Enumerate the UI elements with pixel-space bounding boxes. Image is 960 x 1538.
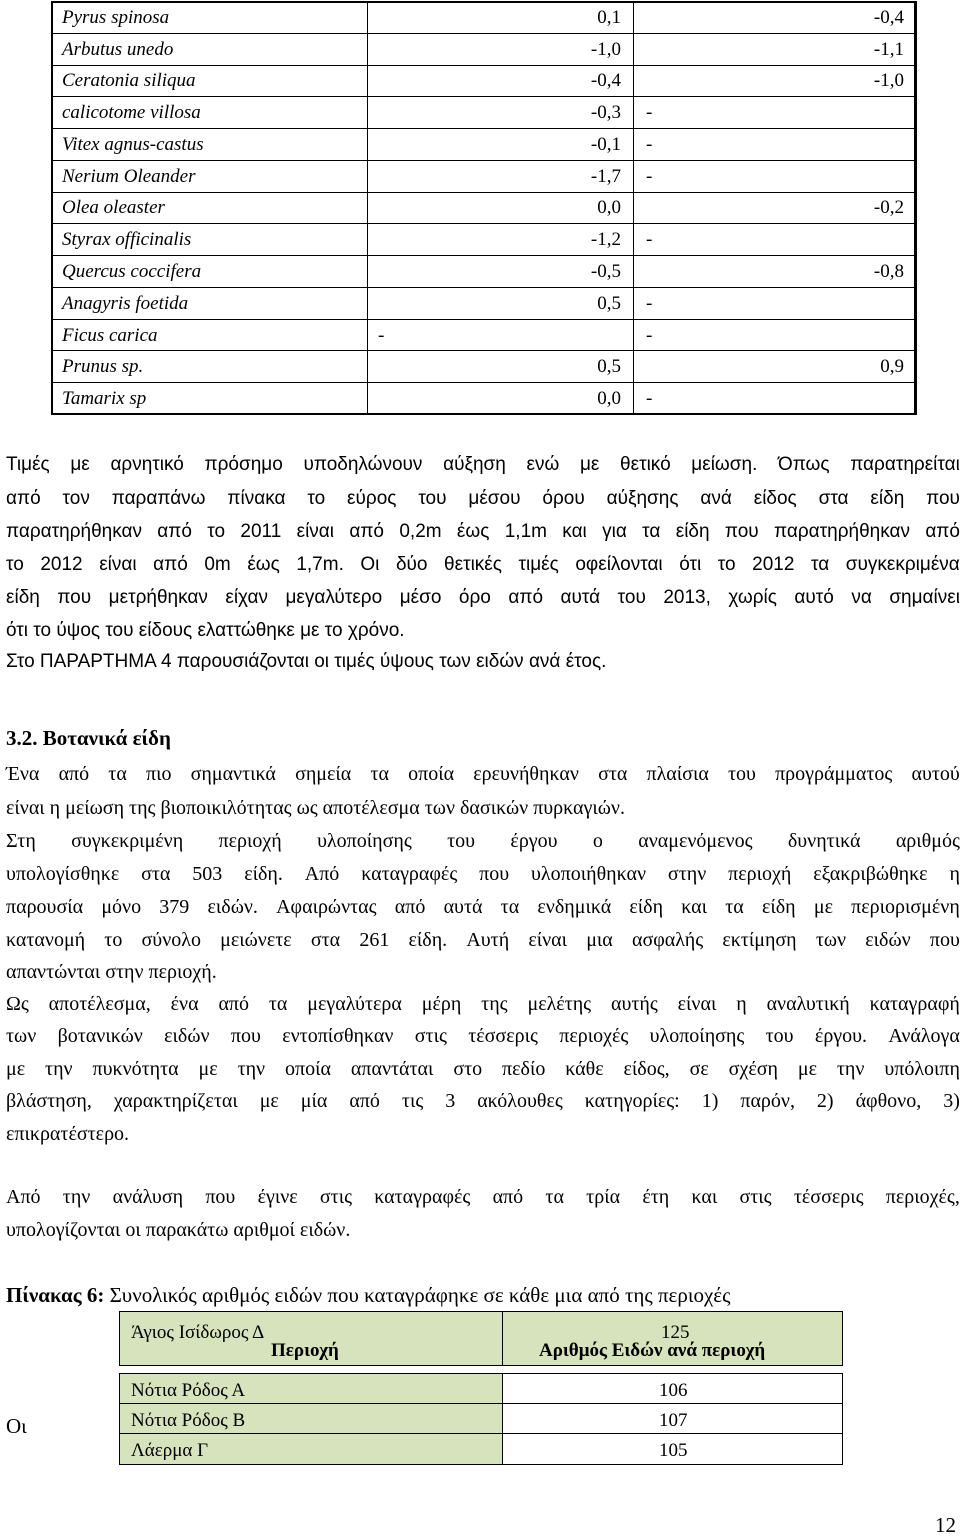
count-cell — [503, 1374, 842, 1403]
table6-caption-text: Συνολικός αριθμός ειδών που καταγράφηκε σε κάθε μια από της περιοχές — [104, 1283, 731, 1307]
table-row — [52, 287, 917, 319]
species-name: Arbutus unedo — [52, 33, 368, 65]
p3-line: υπολογίζονται οι παρακάτω αριθμοί ειδών. — [6, 1219, 351, 1241]
value-2011: 0,1 — [368, 2, 634, 34]
p1-line: από τον παραπάνω πίνακα το εύρος του μέσου όρου αύξησης ανά είδος στα είδη που — [6, 488, 960, 509]
page-number: 12 — [935, 1513, 956, 1537]
value-2011: -0,4 — [368, 65, 634, 97]
p1-line: Στο ΠΑΡΑΡΤΗΜΑ 4 παρουσιάζονται οι τιμές ύψους των ειδών ανά έτος. — [6, 651, 607, 672]
table6-caption — [6, 1283, 730, 1308]
species-count-table — [119, 1311, 845, 1465]
table-row — [52, 383, 917, 415]
species-name: Styrax officinalis — [52, 224, 368, 256]
species-name: Quercus coccifera — [52, 256, 368, 288]
species-table-body — [52, 2, 917, 415]
area-name: Νότια Ρόδος Β — [131, 1410, 246, 1431]
area-name: Λάερμα Γ — [131, 1440, 209, 1461]
species-name: Olea oleaster — [52, 192, 368, 224]
value-2012: 0,9 — [634, 351, 917, 383]
section-heading: 3.2. Βοτανικά είδη — [6, 726, 171, 750]
value-2012: -0,4 — [634, 2, 917, 34]
table-row — [52, 2, 917, 34]
table-row — [52, 192, 917, 224]
table-row — [52, 129, 917, 161]
species-name: Ficus carica — [52, 319, 368, 351]
value-2011: -0,1 — [368, 129, 634, 161]
value-2011: -0,3 — [368, 97, 634, 129]
value-2012: -0,2 — [634, 192, 917, 224]
value-2012: - — [634, 160, 917, 192]
p2-line: κατανομή το σύνολο μειώνετε στα 261 είδη. Αυτή είναι μια ασφαλής εκτίμηση των ειδών που — [6, 929, 960, 951]
value-2011: 0,0 — [368, 192, 634, 224]
p2-line: επικρατέστερο. — [6, 1123, 130, 1145]
p1-line: παρατηρήθηκαν από το 2011 είναι από 0,2m έως 1,1m και για τα είδη που παρατηρήθηκαν από — [6, 521, 960, 542]
value-2011: -0,5 — [368, 256, 634, 288]
area-cell — [120, 1404, 503, 1433]
value-2011: 0,0 — [368, 383, 634, 415]
p3-line: Από την ανάλυση που έγινε στις καταγραφές από τα τρία έτη και στις τέσσερις περιοχές, — [6, 1186, 960, 1208]
value-2011: -1,7 — [368, 160, 634, 192]
species-height-table — [51, 1, 917, 415]
p2-line: βλάστηση, χαρακτηρίζεται με μία από τις 3 ακόλουθες κατηγορίες: 1) παρόν, 2) άφθονο, 3) — [6, 1090, 960, 1112]
table-row — [52, 224, 917, 256]
species-count: 106 — [659, 1380, 688, 1401]
p1-line: Τιμές με αρνητικό πρόσημο υποδηλώνουν αύξηση ενώ με θετικό μείωση. Όπως παρατηρείται — [6, 454, 960, 475]
species-name: Tamarix sp — [52, 383, 368, 415]
stray-text: Οι — [6, 1414, 27, 1438]
value-2011: -1,0 — [368, 33, 634, 65]
value-2011: 0,5 — [368, 287, 634, 319]
species-count: 107 — [659, 1410, 688, 1431]
table-row — [52, 65, 917, 97]
table-row — [119, 1373, 843, 1404]
p1-line: το 2012 είναι από 0m έως 1,7m. Οι δύο θετικές τιμές οφείλονται ότι το 2012 τα συγκεκριμένα — [6, 554, 960, 575]
table6-caption-label: Πίνακας 6: — [6, 1283, 105, 1307]
table-row — [119, 1433, 843, 1465]
table-row — [52, 97, 917, 129]
value-2012: - — [634, 129, 917, 161]
species-name: Nerium Oleander — [52, 160, 368, 192]
value-2012: - — [634, 287, 917, 319]
table-row — [52, 319, 917, 351]
table-row — [52, 33, 917, 65]
p2-line: Στη συγκεκριμένη περιοχή υλοποίησης του έργου ο αναμενόμενος δυνητικά αριθμός — [6, 830, 960, 852]
p2-line: είναι η μείωση της βιοποικιλότητας ως αποτέλεσμα των δασικών πυρκαγιών. — [6, 797, 625, 819]
area-name: Νότια Ρόδος Α — [131, 1380, 246, 1401]
header-area: Περιοχή — [271, 1340, 339, 1361]
species-name: calicotome villosa — [52, 97, 368, 129]
p2-line: απαντώνται στην περιοχή. — [6, 961, 217, 983]
value-2011: -1,2 — [368, 224, 634, 256]
overlap-area: Άγιος Ισίδωρος Δ — [131, 1322, 265, 1343]
value-2011: - — [368, 319, 634, 351]
count-cell — [503, 1404, 842, 1433]
area-cell — [120, 1434, 503, 1464]
species-name: Anagyris foetida — [52, 287, 368, 319]
table-row — [52, 160, 917, 192]
p1-line: είδη που μετρήθηκαν είχαν μεγαλύτερο μέσο όρο από αυτά του 2013, χωρίς αυτό να σημαίνει — [6, 587, 960, 608]
value-2012: - — [634, 383, 917, 415]
species-name: Vitex agnus-castus — [52, 129, 368, 161]
value-2012: -1,1 — [634, 33, 917, 65]
value-2012: -1,0 — [634, 65, 917, 97]
p2-line: Ως αποτέλεσμα, ένα από τα μεγαλύτερα μέρη της μελέτης αυτής είναι η αναλυτική καταγραφή — [6, 993, 960, 1015]
overlap-count: 125 — [661, 1322, 690, 1343]
table6-header-row — [119, 1311, 843, 1366]
species-name: Prunus sp. — [52, 351, 368, 383]
species-count: 105 — [659, 1440, 688, 1461]
species-name: Ceratonia siliqua — [52, 65, 368, 97]
table-row — [52, 256, 917, 288]
value-2011: 0,5 — [368, 351, 634, 383]
area-cell — [120, 1374, 503, 1403]
value-2012: -0,8 — [634, 256, 917, 288]
count-cell — [503, 1434, 842, 1464]
table-row — [52, 351, 917, 383]
p2-line: υπολογίσθηκε στα 503 είδη. Από καταγραφές που υλοποιήθηκαν στην περιοχή εξακριβώθηκε η — [6, 863, 960, 885]
p2-line: Ένα από τα πιο σημαντικά σημεία τα οποία ερευνήθηκαν στα πλαίσια του προγράμματος αυτού — [6, 763, 960, 785]
p2-line: παρουσία μόνο 379 ειδών. Αφαιρώντας από αυτά τα ενδημικά είδη και τα είδη με περιορισμένη — [6, 896, 960, 918]
p2-line: των βοτανικών ειδών που εντοπίσθηκαν στις τέσσερις περιοχές υλοποίησης του έργου. Ανάλογα — [6, 1025, 960, 1047]
header-count: Αριθμός Ειδών ανά περιοχή — [539, 1340, 766, 1361]
species-name: Pyrus spinosa — [52, 2, 368, 34]
p2-line: με την πυκνότητα με την οποία απαντάται στο πεδίο κάθε είδος, σε σχέση με την υπόλοιπη — [6, 1058, 960, 1080]
value-2012: - — [634, 224, 917, 256]
value-2012: - — [634, 97, 917, 129]
value-2012: - — [634, 319, 917, 351]
p1-line: ότι το ύψος του είδους ελαττώθηκε με το χρόνο. — [6, 620, 405, 641]
table-row — [119, 1403, 843, 1434]
